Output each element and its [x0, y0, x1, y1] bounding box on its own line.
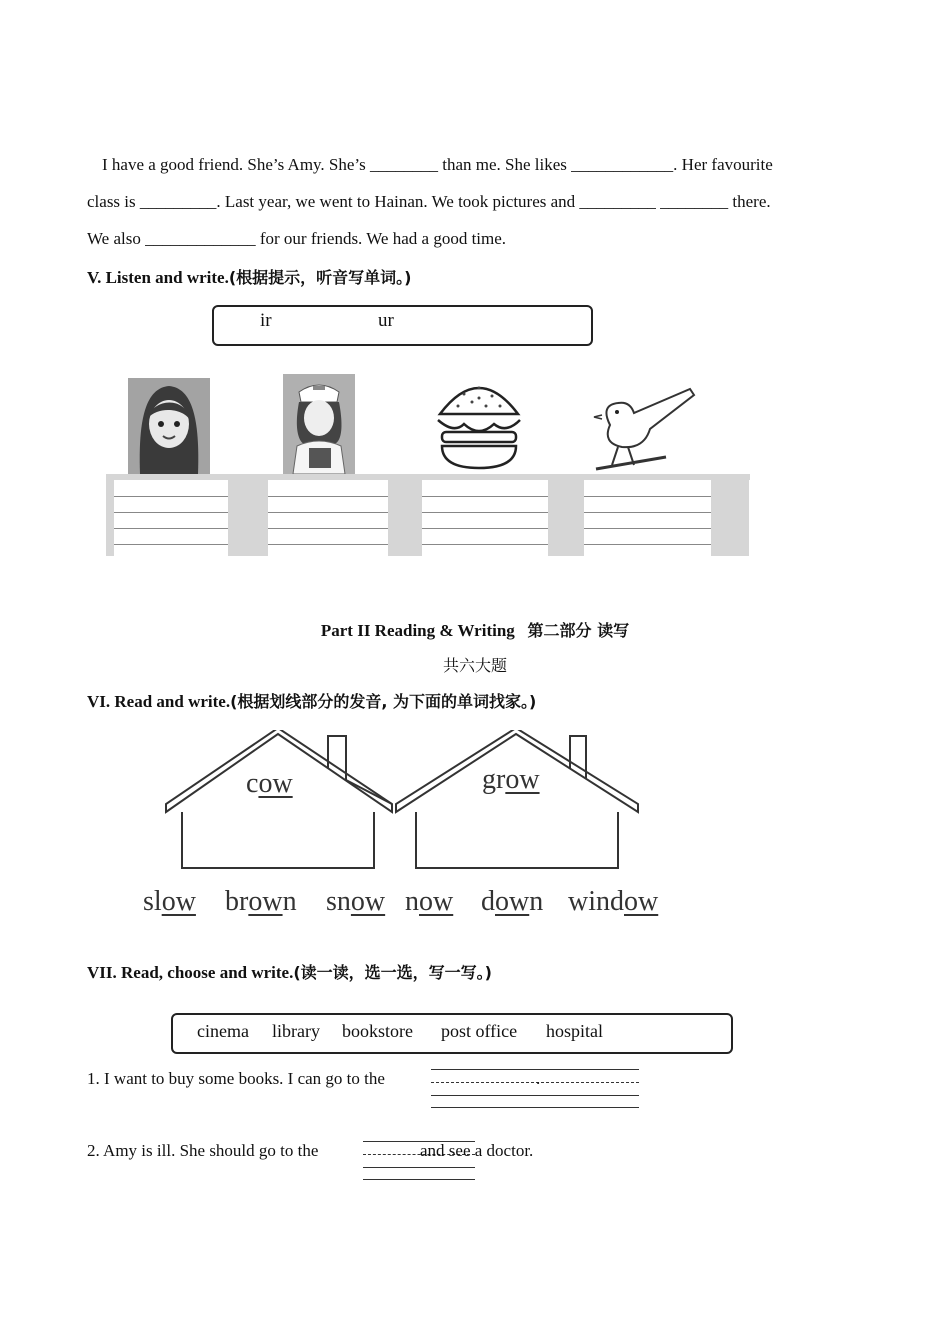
word-snow: snow: [326, 886, 386, 917]
passage: [87, 146, 867, 257]
option-post-office: post office: [441, 1021, 518, 1041]
word-slow: slow: [143, 886, 196, 917]
option-ur: ur: [378, 310, 394, 331]
passage-line-1: I have a good friend. She’s Amy. She’s ________ than me. She likes ____________. Her favourite: [102, 155, 773, 174]
bird-picture: [590, 385, 700, 475]
word-down: down: [481, 886, 544, 917]
question-1: 1. I want to buy some books. I can go to the: [87, 1069, 385, 1088]
section-5-title: V. Listen and write.(根据提示，听音写单词。): [87, 268, 412, 287]
section-6-title: VI. Read and write.(根据划线部分的发音, 为下面的单词找家。): [87, 692, 537, 711]
answer-2-blank[interactable]: [363, 1136, 475, 1182]
part-2-subtitle: 共六大题: [442, 656, 507, 675]
question-1-period: .: [536, 1069, 541, 1088]
option-library: library: [272, 1021, 320, 1041]
hamburger-picture: [434, 372, 524, 472]
passage-line-2: class is _________. Last year, we went to Hainan. We took pictures and _________ ________ there.: [87, 192, 771, 211]
question-2: 2. Amy is ill. She should go to the: [87, 1141, 319, 1160]
sound-options-box: [212, 305, 593, 346]
nurse-picture: [283, 374, 355, 474]
option-bookstore: bookstore: [342, 1021, 413, 1041]
place-options-box: [171, 1013, 733, 1054]
girl-picture: [128, 378, 210, 474]
word-brown: brown: [225, 886, 297, 917]
passage-line-3: We also _____________ for our friends. We had a good time.: [87, 229, 507, 248]
word-now: now: [405, 886, 454, 917]
option-hospital: hospital: [546, 1021, 603, 1041]
houses-drawing: [160, 730, 645, 875]
question-2-ending: and see a doctor.: [420, 1141, 534, 1160]
part-2-title: Part II Reading & Writing 第二部分 读写: [320, 621, 630, 640]
section-7-title: VII. Read, choose and write.(读一读，选一选，写一写。): [87, 963, 492, 982]
option-ir: ir: [260, 310, 272, 331]
word-window: window: [568, 886, 659, 917]
answer-1-blank[interactable]: [431, 1064, 639, 1110]
option-cinema: cinema: [197, 1021, 249, 1041]
writing-lines: [106, 474, 750, 556]
house-word-cow: cow: [246, 768, 293, 799]
house-word-grow: grow: [482, 764, 540, 795]
